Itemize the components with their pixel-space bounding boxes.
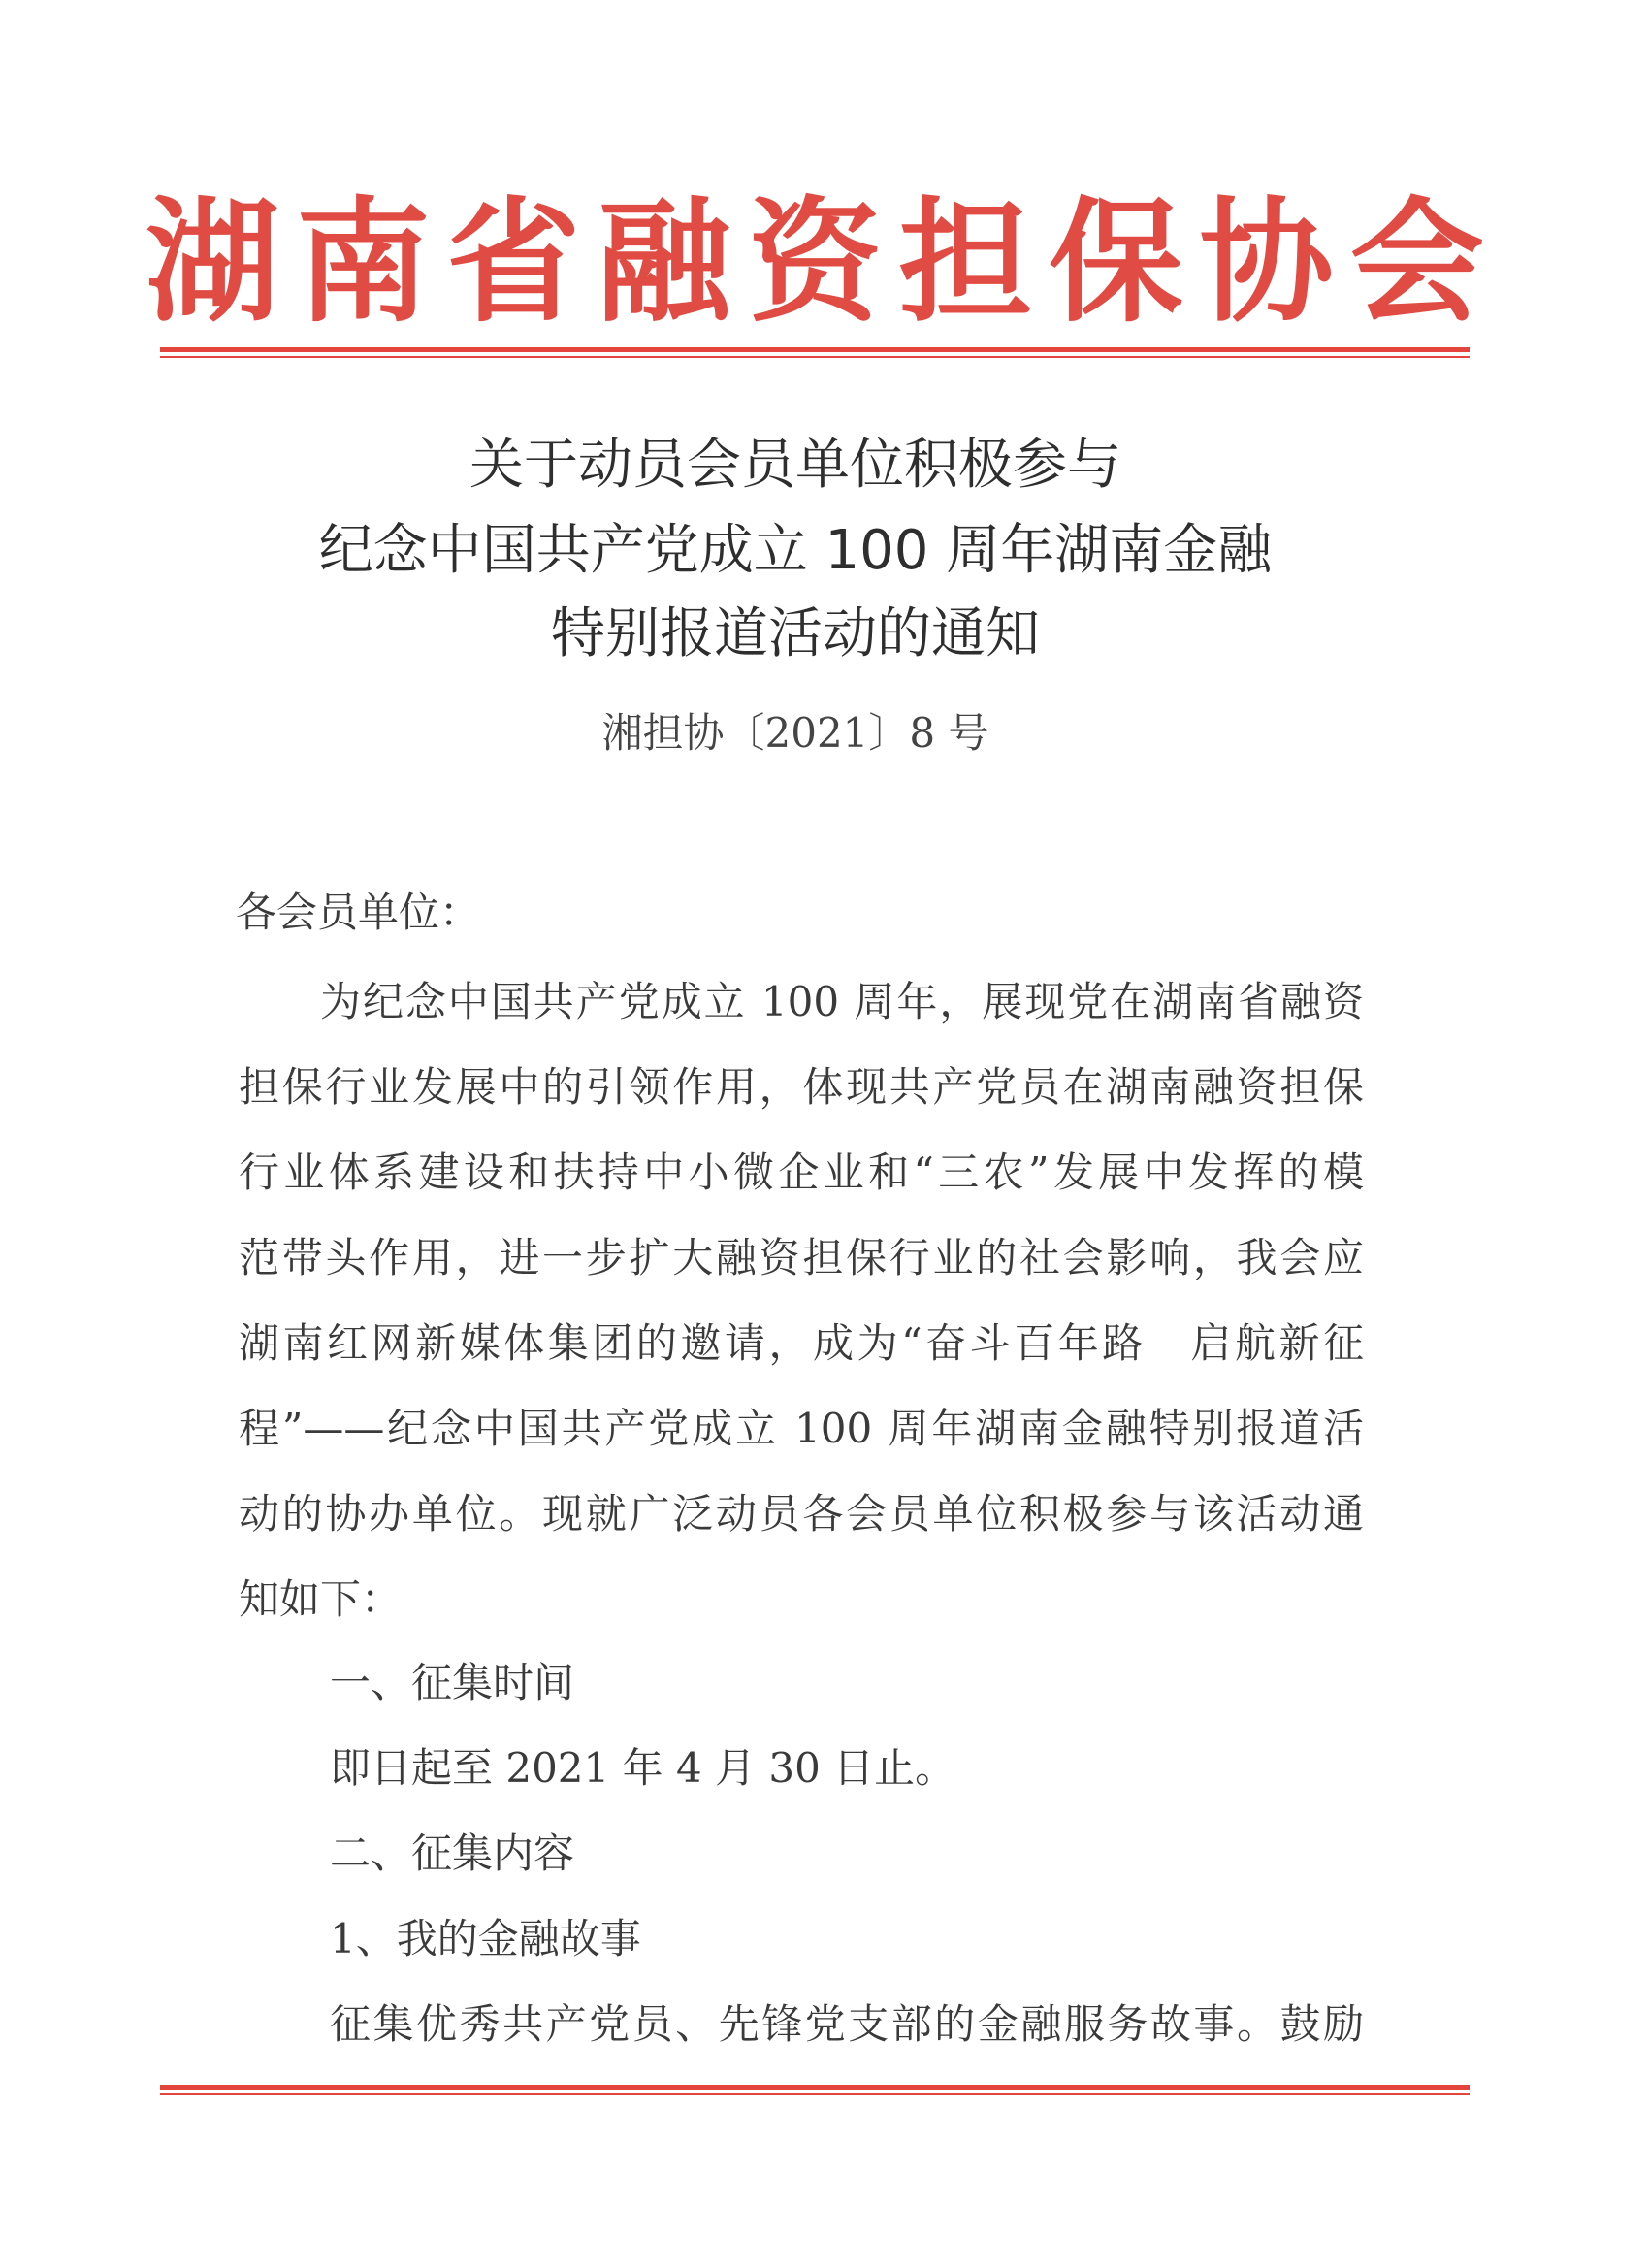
doc-title-line-1: 关于动员会员单位积极参与 (469, 434, 1121, 497)
doc-title-line-3: 特别报道活动的通知 (551, 602, 1040, 665)
org-name-char: 资 (747, 182, 882, 340)
paragraph-line: 范带头作用，进一步扩大融资担保行业的社会影响，我会应 (239, 1234, 1364, 1281)
doc-title-line-2: 纪念中国共产党成立 100 周年湖南金融 (318, 519, 1273, 582)
org-name-char: 南 (296, 182, 431, 340)
section-heading-content: 二、征集内容 (330, 1830, 575, 1877)
org-name-char: 融 (597, 182, 731, 340)
document-number: 湘担协〔2021〕8 号 (601, 709, 989, 757)
org-name-char: 会 (1349, 182, 1484, 340)
paragraph-line: 行业体系建设和扶持中小微企业和“三农”发展中发挥的模 (239, 1149, 1364, 1196)
paragraph-line: 湖南红网新媒体集团的邀请，成为“奋斗百年路 启航新征 (239, 1319, 1364, 1367)
footer-divider (160, 2085, 1470, 2095)
paragraph-line: 担保行业发展中的引领作用，体现共产党员在湖南融资担保 (239, 1063, 1364, 1111)
org-name-char: 省 (446, 182, 581, 340)
org-name-char: 保 (1049, 182, 1183, 340)
header-divider (160, 347, 1470, 358)
section-heading-time: 一、征集时间 (330, 1659, 575, 1706)
paragraph-line: 为纪念中国共产党成立 100 周年，展现党在湖南省融资 (320, 978, 1364, 1025)
paragraph-line: 知如下： (239, 1575, 403, 1623)
org-name-char: 担 (898, 182, 1033, 340)
section-text-time: 即日起至 2021 年 4 月 30 日止。 (330, 1744, 956, 1792)
org-name-char: 协 (1199, 182, 1334, 340)
org-name-char: 湖 (146, 182, 280, 340)
item-heading-story: 1、我的金融故事 (330, 1915, 641, 1962)
salutation: 各会员单位： (236, 889, 481, 936)
org-name-header (146, 182, 1484, 340)
paragraph-line: 程”——纪念中国共产党成立 100 周年湖南金融特别报道活 (239, 1405, 1364, 1452)
paragraph-line: 动的协办单位。现就广泛动员各会员单位积极参与该活动通 (239, 1490, 1364, 1538)
item-text-story: 征集优秀共产党员、先锋党支部的金融服务故事。鼓励 (330, 2000, 1364, 2048)
